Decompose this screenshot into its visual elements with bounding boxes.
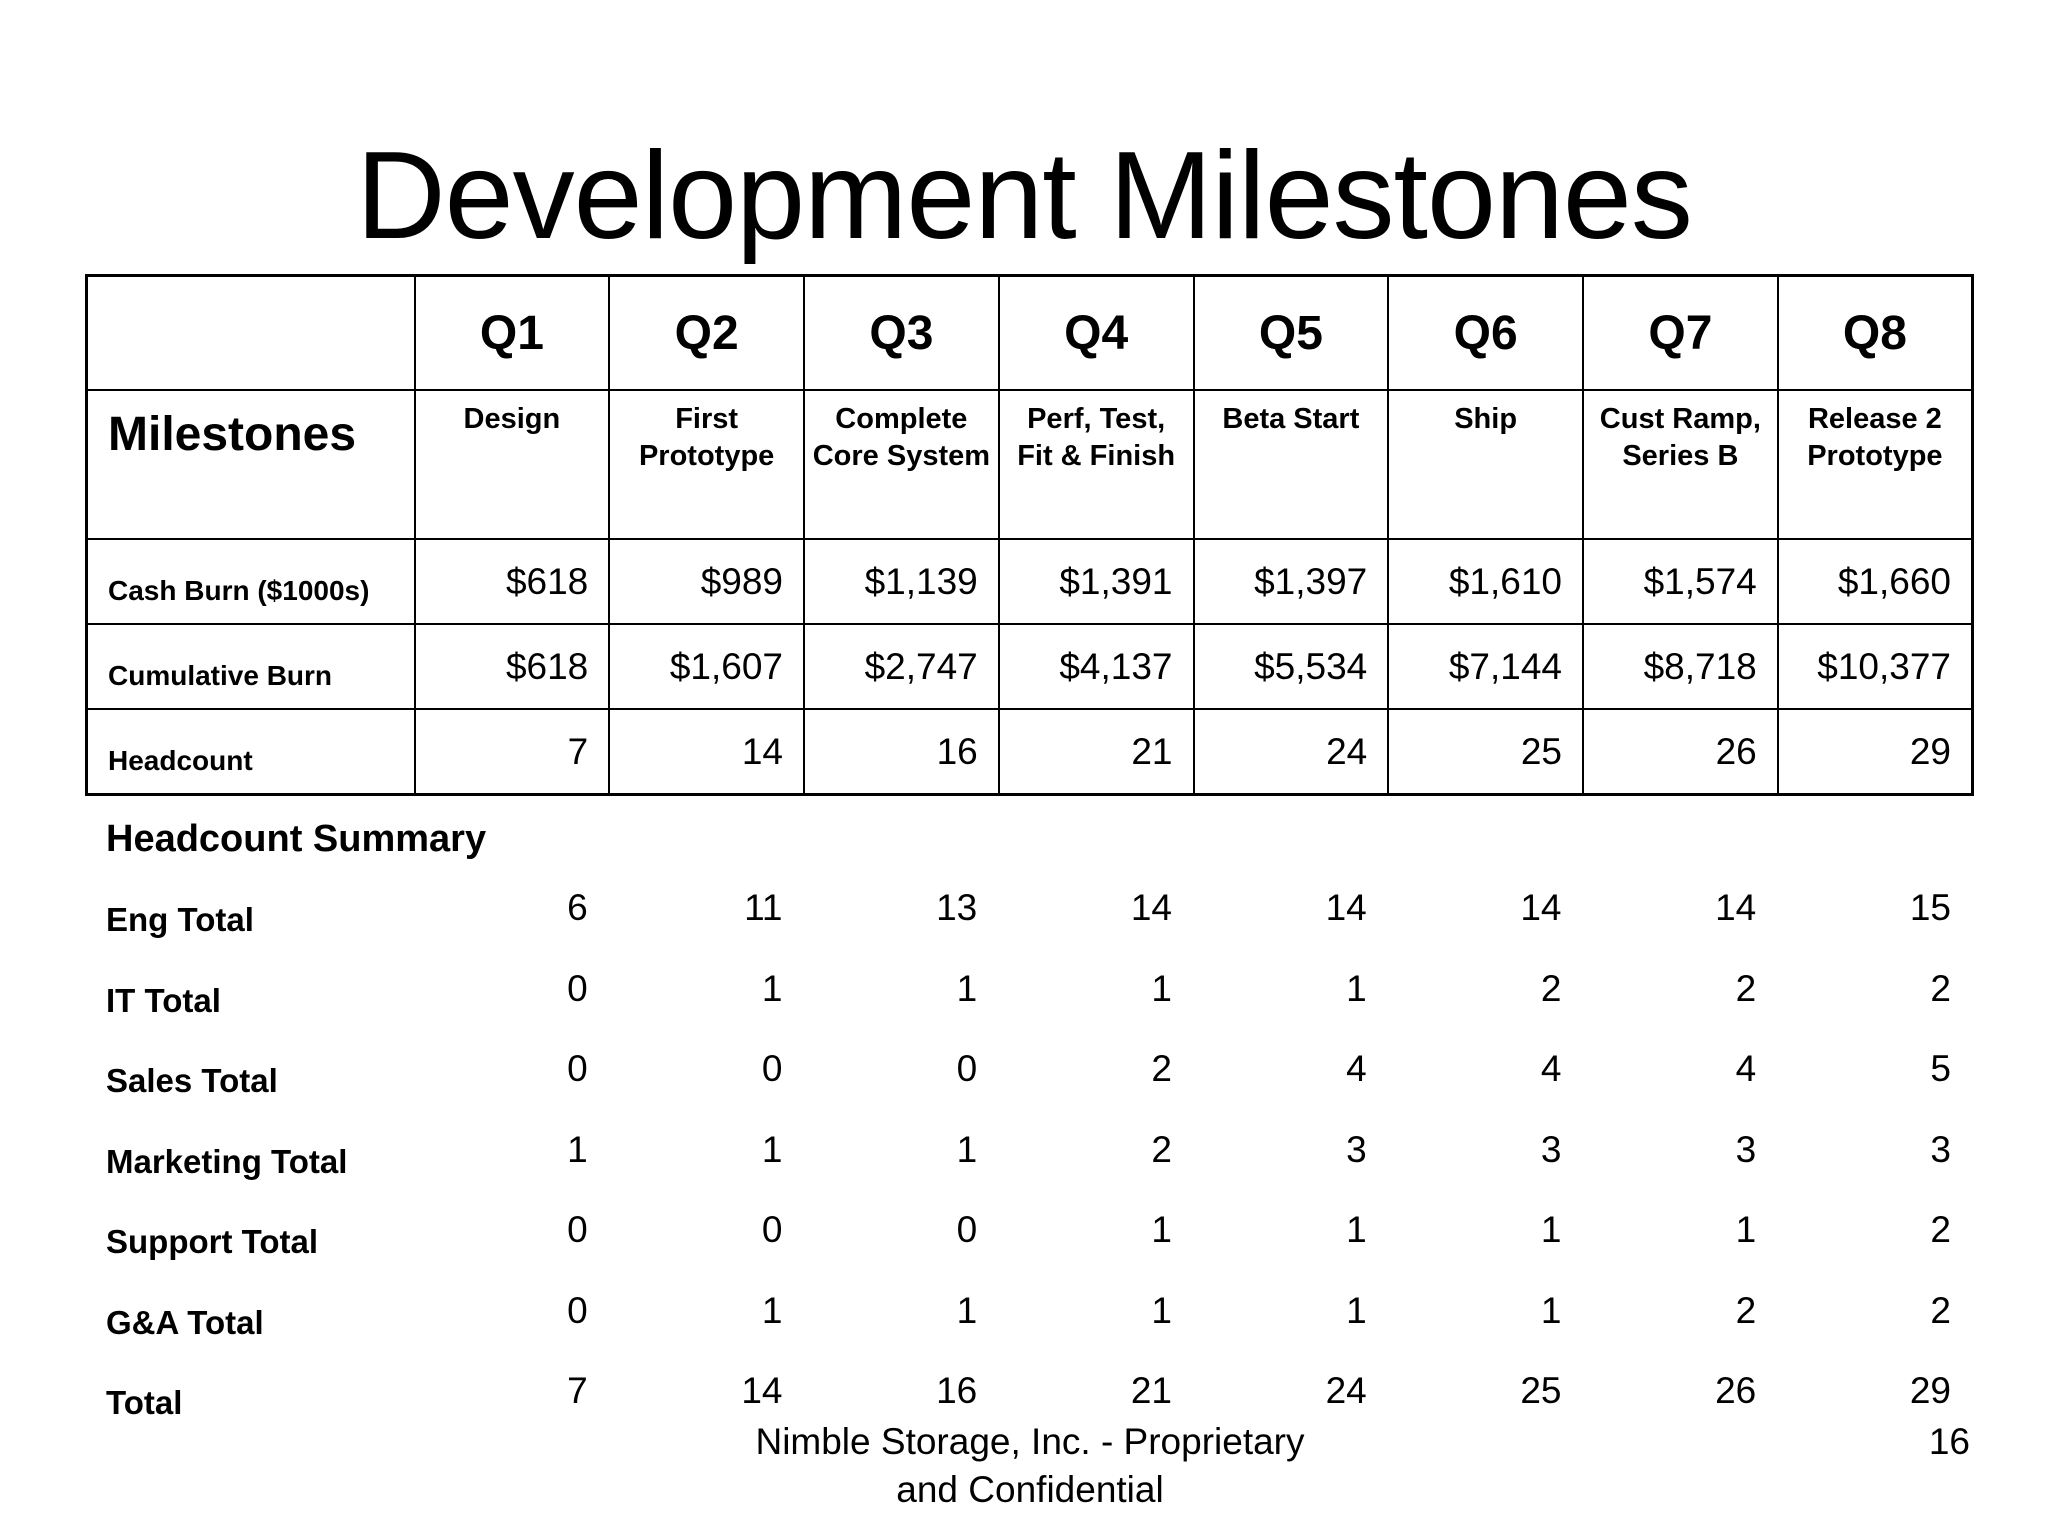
table-cell: 16 [936, 1370, 978, 1411]
page-title: Development Milestones [356, 127, 1692, 265]
table-cell: $1,391 [999, 539, 1194, 624]
table-cell: 26 [1583, 709, 1778, 795]
table-cell: 1 [1346, 1209, 1367, 1250]
row-label: Support Total [106, 1223, 319, 1261]
table-cell: $2,747 [804, 624, 999, 709]
table-cell: 3 [1540, 1128, 1562, 1170]
quarter-header: Q2 [609, 276, 804, 391]
table-cell: 2 [1735, 967, 1757, 1009]
table-cell: 1 [1735, 1209, 1757, 1250]
table-cell: 16 [804, 709, 999, 795]
table-cell: 21 [1130, 1370, 1172, 1411]
table-cell: 29 [1909, 1370, 1951, 1411]
table-cell: $1,607 [609, 624, 804, 709]
table-cell: 1 [761, 967, 783, 1009]
table-cell: 14 [1130, 887, 1172, 928]
milestone-cell: Beta Start [1194, 390, 1389, 539]
row-label: Marketing Total [106, 1142, 348, 1180]
cash-burn-row [87, 539, 1973, 624]
quarter-header: Q5 [1194, 276, 1389, 391]
footer-line: and Confidential [896, 1469, 1164, 1510]
table-row [85, 1197, 1971, 1278]
table-row [85, 875, 1971, 956]
milestone-cell: Ship [1388, 390, 1583, 539]
table-cell: 2 [1930, 1289, 1951, 1331]
table-cell: 1 [956, 967, 978, 1009]
table-row [85, 1036, 1971, 1117]
quarter-header: Q1 [415, 276, 610, 391]
table-cell: 1 [761, 1289, 783, 1331]
row-label: G&A Total [106, 1303, 264, 1341]
table-cell: 1 [761, 1128, 783, 1170]
footer-text [730, 1418, 1330, 1514]
table-cell: 26 [1715, 1370, 1757, 1411]
table-cell: 1 [956, 1289, 978, 1331]
table-cell: 0 [567, 967, 588, 1009]
table-cell: 14 [1520, 887, 1562, 928]
table-cell: 2 [1151, 1128, 1172, 1170]
table-cell: 2 [1151, 1048, 1172, 1089]
row-label: Total [106, 1384, 183, 1422]
milestone-cell: Cust Ramp, Series B [1583, 390, 1778, 539]
row-label: IT Total [106, 981, 221, 1019]
table-cell: 15 [1909, 887, 1951, 928]
table-cell: 3 [1346, 1128, 1367, 1170]
milestones-table [85, 274, 1974, 796]
table-cell: 29 [1778, 709, 1973, 795]
quarter-header: Q3 [804, 276, 999, 391]
table-cell: 14 [741, 1370, 783, 1411]
table-cell: $989 [609, 539, 804, 624]
table-cell: 1 [1346, 1289, 1367, 1331]
table-cell: 4 [1540, 1048, 1562, 1089]
table-cell: 1 [1540, 1289, 1562, 1331]
table-cell: 2 [1735, 1289, 1757, 1331]
table-cell: 14 [1325, 887, 1367, 928]
row-label: Eng Total [106, 901, 254, 939]
table-cell: 2 [1930, 1209, 1951, 1250]
table-cell: 24 [1325, 1370, 1367, 1411]
table-cell: 0 [956, 1209, 978, 1250]
row-label: Cash Burn ($1000s) [87, 539, 415, 624]
table-cell: $1,660 [1778, 539, 1973, 624]
row-label: Cumulative Burn [87, 624, 415, 709]
table-cell: 1 [1151, 967, 1172, 1009]
quarter-header-row [87, 276, 1973, 391]
table-cell: 0 [761, 1209, 783, 1250]
table-cell: $8,718 [1583, 624, 1778, 709]
table-cell: $1,610 [1388, 539, 1583, 624]
table-cell: $1,397 [1194, 539, 1389, 624]
table-cell: 1 [956, 1128, 978, 1170]
table-cell: 25 [1388, 709, 1583, 795]
milestone-cell: Complete Core System [804, 390, 999, 539]
table-cell: 0 [761, 1048, 783, 1089]
row-label: Headcount [87, 709, 415, 795]
milestone-cell: Perf, Test, Fit & Finish [999, 390, 1194, 539]
milestone-cell: First Prototype [609, 390, 804, 539]
table-cell: 0 [567, 1289, 588, 1331]
table-cell: 7 [567, 1370, 588, 1411]
row-label: Milestones [87, 390, 415, 539]
table-cell: $618 [415, 624, 610, 709]
headcount-row [87, 709, 1973, 795]
table-cell: 0 [567, 1048, 588, 1089]
table-cell: 2 [1930, 967, 1951, 1009]
table-row [85, 1278, 1971, 1359]
table-cell: $1,139 [804, 539, 999, 624]
table-cell: 1 [567, 1128, 588, 1170]
milestones-row [87, 390, 1973, 539]
quarter-header: Q6 [1388, 276, 1583, 391]
table-cell: $1,574 [1583, 539, 1778, 624]
table-cell: 1 [1151, 1289, 1172, 1331]
table-row [85, 1117, 1971, 1198]
milestone-cell: Release 2 Prototype [1778, 390, 1973, 539]
quarter-header: Q4 [999, 276, 1194, 391]
table-cell: 0 [956, 1048, 978, 1089]
table-cell: 24 [1194, 709, 1389, 795]
table-row [85, 956, 1971, 1037]
table-cell: 7 [415, 709, 610, 795]
table-cell: 1 [1540, 1209, 1562, 1250]
quarter-header: Q8 [1778, 276, 1973, 391]
quarter-header: Q7 [1583, 276, 1778, 391]
table-cell: 1 [1151, 1209, 1172, 1250]
table-cell: 25 [1520, 1370, 1562, 1411]
headcount-summary-title: Headcount Summary [106, 818, 487, 860]
header-empty-cell [87, 276, 415, 391]
table-cell: $4,137 [999, 624, 1194, 709]
table-cell: 14 [609, 709, 804, 795]
milestone-cell: Design [415, 390, 610, 539]
footer-line: Nimble Storage, Inc. - Proprietary [755, 1421, 1305, 1462]
table-cell: 4 [1735, 1048, 1757, 1089]
table-cell: $7,144 [1388, 624, 1583, 709]
table-cell: $10,377 [1778, 624, 1973, 709]
table-cell: 6 [567, 887, 588, 928]
headcount-summary-table [85, 875, 1971, 1439]
row-label: Sales Total [106, 1062, 278, 1100]
table-cell: 0 [567, 1209, 588, 1250]
table-cell: 3 [1930, 1128, 1951, 1170]
table-cell: 21 [999, 709, 1194, 795]
table-cell: $5,534 [1194, 624, 1389, 709]
table-cell: 1 [1346, 967, 1367, 1009]
table-cell: 4 [1346, 1048, 1367, 1089]
table-cell: 11 [744, 887, 783, 928]
table-cell: 13 [936, 887, 978, 928]
table-cell: 2 [1540, 967, 1562, 1009]
table-cell: 5 [1930, 1048, 1951, 1089]
table-cell: 3 [1735, 1128, 1757, 1170]
table-cell: 14 [1715, 887, 1757, 928]
cumulative-burn-row [87, 624, 1973, 709]
table-cell: $618 [415, 539, 610, 624]
page-number: 16 [1928, 1421, 1970, 1462]
